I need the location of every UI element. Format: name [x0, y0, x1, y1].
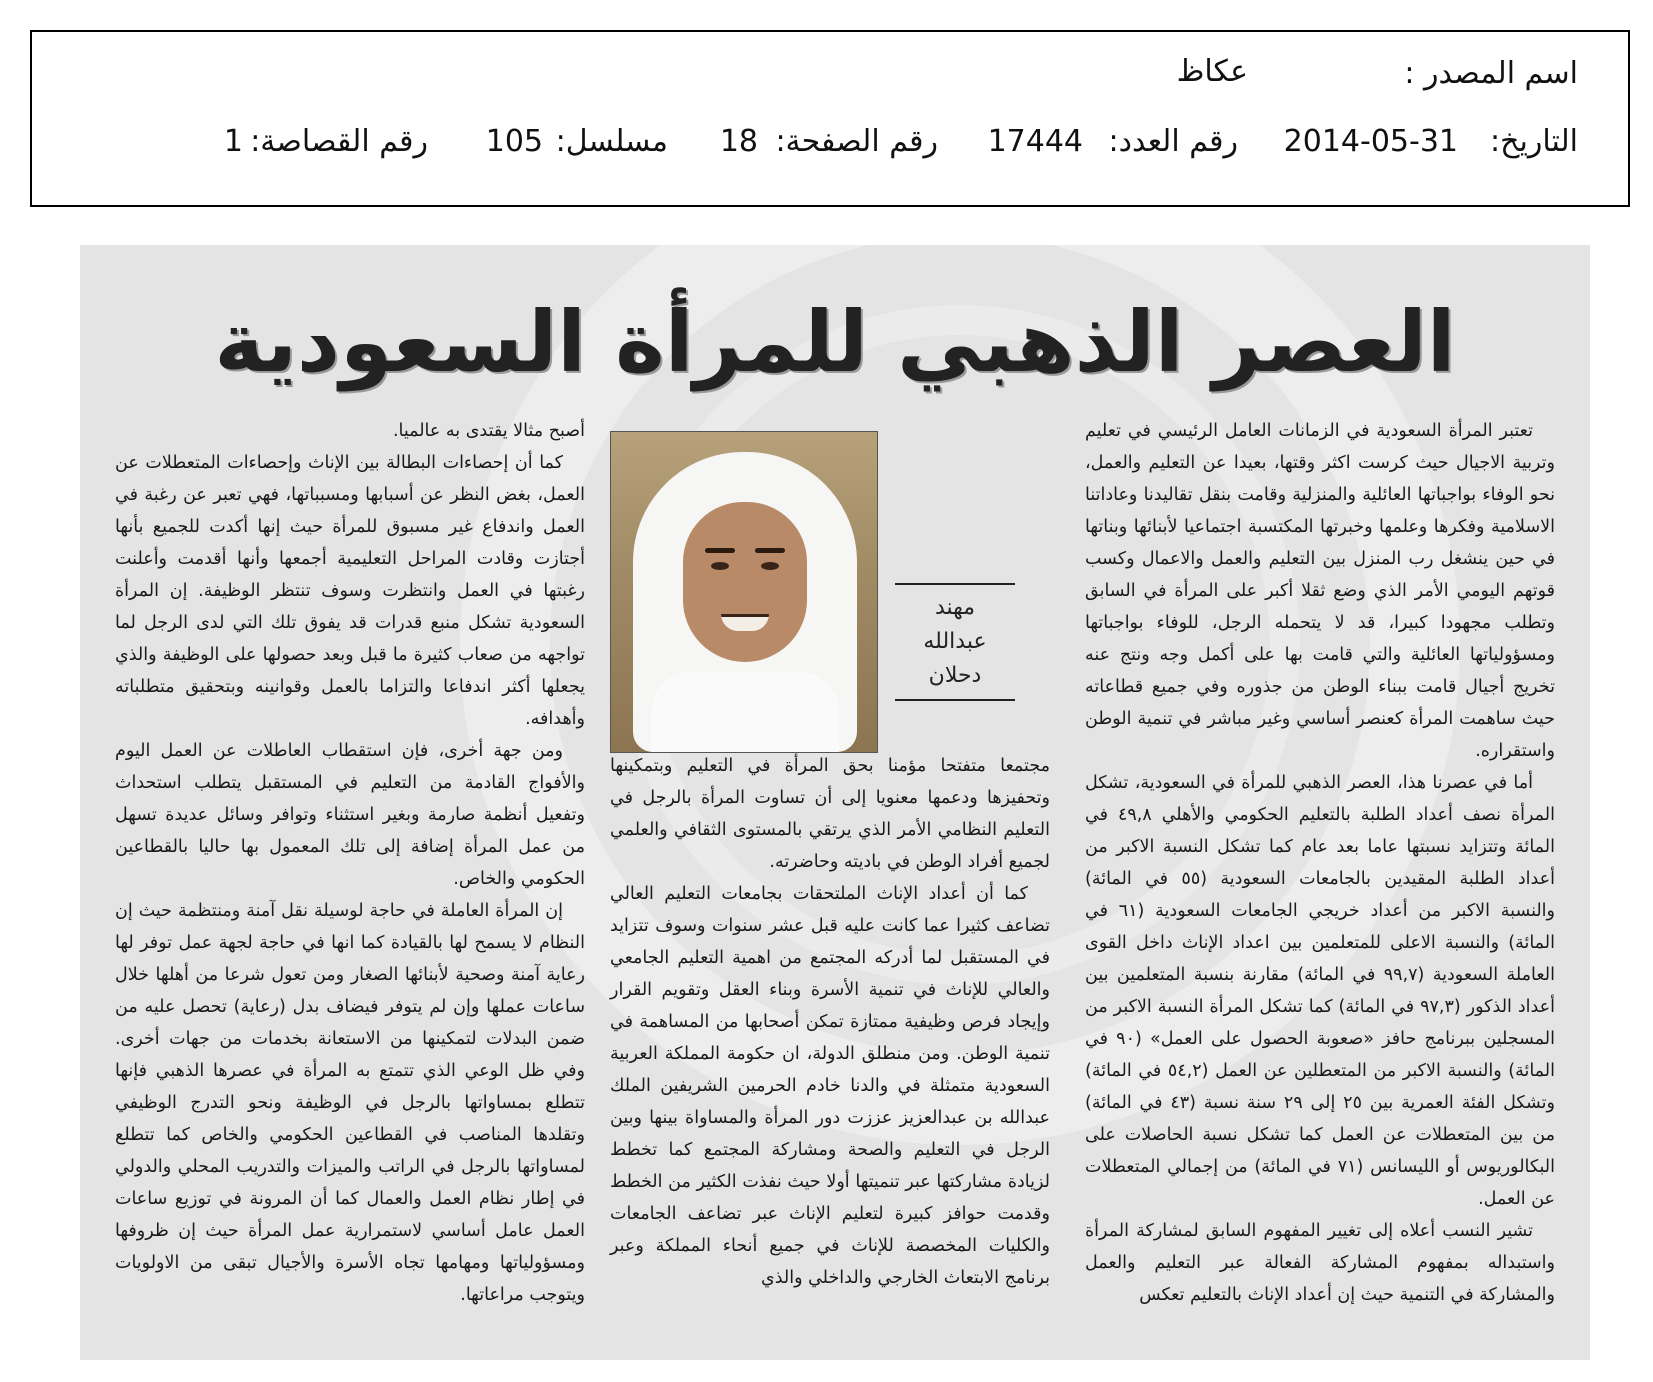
clip-label: رقم القصاصة: [250, 124, 428, 159]
serial-value: 105 [485, 124, 543, 159]
article-column-right [1085, 415, 1555, 1311]
article-headline: العصر الذهبي للمرأة السعودية [214, 293, 1456, 391]
byline-rule-bottom [895, 699, 1015, 701]
author-middle-name: عبدالله [923, 629, 987, 654]
article-column-left [115, 415, 585, 1311]
paragraph: كما أن إحصاءات البطالة بين الإناث وإحصاءات المتعطلات عن العمل، بغض النظر عن أسبابها ومسبباتها، فهي تعبر عن رغبة في العمل واندفاع غير مسبوق للمرأة حيث إنها أكدت للجميع بأنها أجتازت وقادت المراحل التعليمية أجمعها وأنها أقدمت وأعلنت رغبتها في العمل وانتظرت وسوف تنتظر الوظيفة. إن المرأة السعودية تشكل منبع قدرات قد يفوق تلك التي لدى الرجل لما تواجهه من صعاب كثيرة ما قبل وبعد حصولها على الوظيفة والذي يجعلها أكثر اندفاعا والتزاما بالعمل وقوانينه وبتحقيق متطلباته وأهدافه. [115, 453, 585, 729]
left-brow [705, 548, 735, 553]
issue-value: 17444 [987, 124, 1083, 159]
author-photo [610, 431, 878, 753]
source-name-label: اسم المصدر : [1404, 56, 1578, 91]
paragraph: أصبح مثالا يقتدى به عالميا. [392, 421, 585, 441]
paragraph: كما أن أعداد الإناث الملتحقات بجامعات التعليم العالي تضاعف كثيرا عما كانت عليه قبل عشر سنوات وسوف تتزايد في المستقبل لما أدركه المجتمع من اهمية التعليم الجامعي والعالي للإناث في تنمية الأسرة وبناء العقل وتقويم القرار وإيجاد فرص وظيفية ممتازة تمكن أصحابها من المساهمة في تنمية الوطن. ومن منطلق الدولة، ان حكومة المملكة العربية السعودية متمثلة في والدنا خادم الحرمين الشريفين الملك عبدالله بن عبدالعزيز عززت دور المرأة والمساواة بينها وبين الرجل في التعليم والصحة ومشاركة المجتمع كما تخطط لزيادة مشاركتها عبر تنميتها أولا حيث نفذت الكثير من الخطط وقدمت حوافز كبيرة لتعليم الإناث عبر تضاعف الجامعات والكليات المخصصة للإناث في جميع أنحاء المملكة وعبر برنامج الابتعاث الخارجي والداخلي والذي [610, 884, 1050, 1288]
date-label: التاريخ: [1490, 124, 1578, 159]
mouth [721, 614, 769, 631]
article-column-middle [610, 750, 1050, 1294]
serial-label: مسلسل: [555, 124, 668, 159]
source-info-box [30, 30, 1630, 207]
face-shape [683, 502, 807, 662]
clip-value: 1 [223, 124, 243, 159]
date-value: 2014-05-31 [1283, 124, 1458, 159]
paragraph: أما في عصرنا هذا، العصر الذهبي للمرأة في السعودية، تشكل المرأة نصف أعداد الطلبة بالتعليم الحكومي والأهلي ٤٩,٨ في المائة وتتزايد نسبتها عاما بعد عام كما تشكل النسبة الاكبر من أعداد الطلبة المقيدين بالجامعات السعودية (٥٥ في المائة) والنسبة الاكبر من أعداد خريجي الجامعات السعودية (٦١ في المائة) والنسبة الاعلى للمتعلمين بين اعداد الإناث داخل القوى العاملة السعودية (٩٩,٧ في المائة) مقارنة بنسبة المتعلمين بين أعداد الذكور (٩٧,٣ في المائة) كما تشكل المرأة النسبة الاكبر من المسجلين ببرنامج حافز «صعوبة الحصول على العمل» (٩٠ في المائة) والنسبة الاكبر من المتعطلين عن العمل (٥٤,٢ في المائة) وتشكل الفئة العمرية بين ٢٥ إلى ٢٩ سنة نسبة (٤٣ في المائة) من بين المتعطلات عن العمل كما تشكل نسبة الحاصلات على البكالوريوس أو الليسانس (٧١ في المائة) من إجمالي المتعطلات عن العمل. [1085, 773, 1556, 1209]
page-value: 18 [719, 124, 758, 159]
paragraph: تشير النسب أعلاه إلى تغيير المفهوم السابق لمشاركة المرأة واستبداله بمفهوم المشاركة الفعالة عبر التعليم والعمل والمشاركة في التنمية حيث إن أعداد الإناث بالتعليم تعكس [1085, 1221, 1555, 1305]
paragraph: ومن جهة أخرى، فإن استقطاب العاطلات عن العمل اليوم والأفواج القادمة من التعليم في المستقبل يتطلب استحداث وتفعيل أنظمة صارمة وبغير استثناء وتوافر وسائل عديدة تسهل من عمل المرأة إضافة إلى تلك المعمول بها حاليا بالقطاعين الحكومي والخاص. [115, 741, 585, 889]
paragraph: مجتمعا متفتحا مؤمنا بحق المرأة في التعليم وبتمكينها وتحفيزها ودعمها معنويا إلى أن تساوت المرأة بالرجل في التعليم النظامي الأمر الذي يرتقي بالمستوى الثقافي والعلمي لجميع أفراد الوطن في باديته وحاضرته. [610, 756, 1050, 872]
issue-label: رقم العدد: [1108, 124, 1238, 159]
left-eye [711, 562, 729, 570]
right-eye [761, 562, 779, 570]
right-brow [755, 548, 785, 553]
newspaper-clipping [80, 245, 1590, 1360]
paragraph: تعتبر المرأة السعودية في الزمانات العامل الرئيسي في تعليم وتربية الاجيال حيث كرست اكثر وقتها، بعيدا عن التعليم والعمل، نحو الوفاء بواجباتها العائلية والمنزلية وقامت بنقل تقاليدنا وعاداتنا الاسلامية وفكرها وعلمها وخبرتها المكتسبة اجتماعيا لأبنائها وبناتها في حين ينشغل رب المنزل بين التعليم والعمل والاعمال وكسب قوتهم اليومي الأمر الذي وضع ثقلا أكبر على المرأة في السابق وتطلب مجهودا كبيرا، قد لا يتحمله الرجل، للوفاء بواجباتها ومسؤولياتها العائلية والتي قامت بها على أكمل وجه ونتج عنه تخريج أجيال قامت ببناء الوطن من جذوره وفي جميع قطاعاته حيث ساهمت المرأة كعنصر أساسي وغير مباشر في تنمية الوطن واستقراره. [1085, 421, 1555, 761]
author-byline [895, 583, 1015, 701]
author-last-name: دحلان [928, 663, 982, 688]
thobe-collar-shape [651, 672, 839, 753]
page-label: رقم الصفحة: [775, 124, 938, 159]
source-name-value: عكاظ [1176, 54, 1248, 89]
paragraph: إن المرأة العاملة في حاجة لوسيلة نقل آمنة ومنتظمة حيث إن النظام لا يسمح لها بالقيادة كما انها في حاجة لجهة عمل توفر لها رعاية آمنة وصحية لأبنائها الصغار ومن تعول شرعا من أهلها خلال ساعات عملها وإن لم يتوفر فيضاف بدل (رعاية) تحصل عليه من ضمن البدلات لتمكينها من الاستعانة بخدمات من جهات أخرى. وفي ظل الوعي الذي تتمتع به المرأة في عصرها الذهبي فإنها تتطلع بمساواتها بالرجل في الوظيفة ونحو التدرج الوظيفي وتقلدها المناصب في القطاعين الحكومي والخاص كما تتطلع لمساواتها بالرجل في الراتب والميزات والتدريب المحلي والدولي في إطار نظام العمل والعمال كما أن المرونة في توزيع ساعات العمل عامل أساسي لاستمرارية عمل المرأة حيث إن ظروفها ومسؤولياتها ومهامها تجاه الأسرة والأجيال تبقى من الاولويات ويتوجب مراعاتها. [115, 901, 585, 1305]
author-first-name: مهند [934, 595, 976, 620]
